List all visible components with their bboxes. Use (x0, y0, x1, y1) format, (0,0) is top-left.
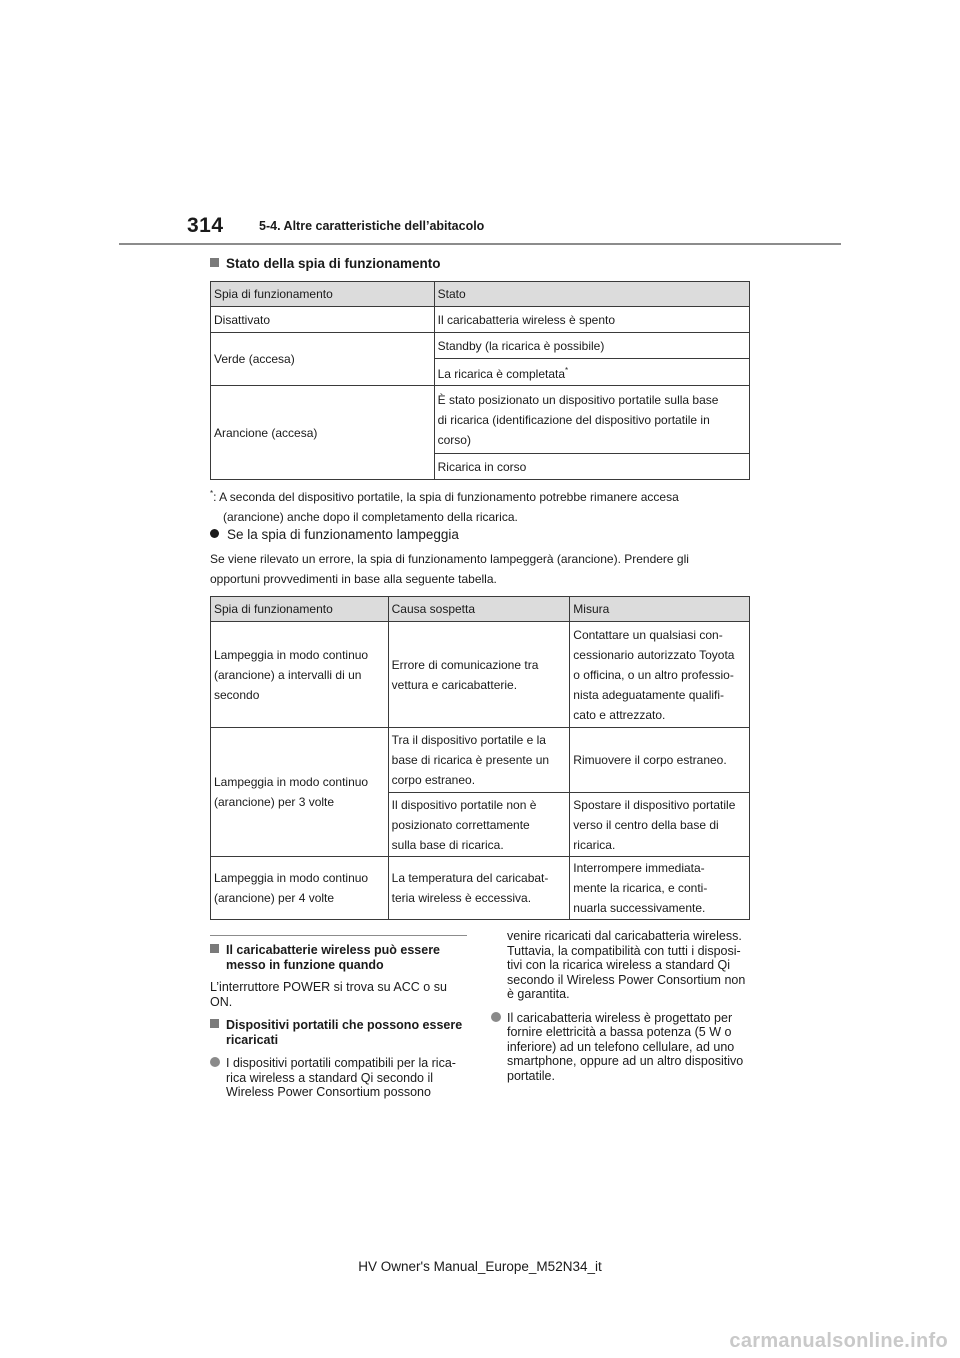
table-header-cell: Misura (570, 597, 750, 622)
section-title-status: Stato della spia di funzionamento (210, 256, 441, 271)
subheading: Il caricabatterie wireless può essere messo in funzione quando (210, 943, 468, 972)
column-divider (210, 935, 467, 936)
footnote: *: A seconda del dispositivo portatile, la spia di funzionamento potrebbe rimanere accesa (arancione) anche dopo il completamento della ricarica. (210, 489, 679, 524)
paragraph: L’interruttore POWER si trova su ACC o su ON. (210, 980, 447, 1009)
table-cell: Contattare un qualsiasi con- cessionario autorizzato Toyota o officina, o un altro professio- nista adeguatamente qualifi- cato e attrezzato. (570, 622, 750, 728)
intro-paragraph: Se viene rilevato un errore, la spia di funzionamento lampeggerà (arancione). Prendere gli opportuni provvedimenti in base alla seguente tabella. (210, 552, 689, 586)
header-divider (119, 243, 841, 245)
table-cell: Lampeggia in modo continuo (arancione) a intervalli di un secondo (211, 622, 389, 728)
table-cell: La temperatura del caricabat- teria wireless è eccessiva. (388, 857, 570, 920)
section-title-blinking: Se la spia di funzionamento lampeggia (210, 527, 459, 542)
table-cell: Ricarica in corso (434, 454, 749, 480)
table-cell: Arancione (accesa) (211, 386, 435, 480)
table-cell: Rimuovere il corpo estraneo. (570, 728, 750, 793)
table-cell: Lampeggia in modo continuo (arancione) per 4 volte (211, 857, 389, 920)
table-cell: Tra il dispositivo portatile e la base di ricarica è presente un corpo estraneo. (388, 728, 570, 793)
table-cell: Errore di comunicazione tra vettura e caricabatterie. (388, 622, 570, 728)
page-number: 314 (187, 214, 224, 237)
square-bullet-icon (210, 944, 219, 953)
table-row (211, 857, 750, 920)
table-header-cell: Causa sospetta (388, 597, 570, 622)
table-cell: Interrompere immediata- mente la ricarica, e conti- nuarla successivamente. (570, 857, 750, 920)
table-cell: La ricarica è completata* (434, 359, 749, 386)
table-row (211, 622, 750, 728)
blinking-table (210, 596, 750, 920)
table-header-cell: Spia di funzionamento (211, 597, 389, 622)
round-bullet-icon (210, 1057, 220, 1067)
left-column (210, 943, 468, 1100)
table-header-row (211, 282, 750, 307)
round-bullet-icon (210, 529, 219, 538)
table-cell: Il caricabatteria wireless è spento (434, 307, 749, 333)
table-header-cell: Spia di funzionamento (211, 282, 435, 307)
table-cell: Lampeggia in modo continuo (arancione) per 3 volte (211, 728, 389, 857)
square-bullet-icon (210, 258, 219, 267)
table-cell: Il dispositivo portatile non è posizionato correttamente sulla base di ricarica. (388, 793, 570, 857)
square-bullet-icon (210, 1019, 219, 1028)
right-column (491, 929, 750, 1083)
paragraph: venire ricaricati dal caricabatteria wireless. Tuttavia, la compatibilità con tutti i disposi-tivi con la ricarica wireless a standard Qi secondo il Wireless Power Consortium non è garantita. (507, 929, 746, 1001)
subheading: Dispositivi portatili che possono essere ricaricati (210, 1018, 468, 1047)
table-cell: Standby (la ricarica è possibile) (434, 333, 749, 359)
status-table (210, 281, 750, 480)
table-cell: È stato posizionato un dispositivo portatile sulla base di ricarica (identificazione del dispositivo portatile in corso) (434, 386, 749, 454)
table-row (211, 728, 750, 793)
round-bullet-icon (491, 1012, 501, 1022)
table-cell: Spostare il dispositivo portatile verso il centro della base di ricarica. (570, 793, 750, 857)
table-row (211, 307, 750, 333)
footnote-mark: * (565, 365, 569, 375)
table-header-cell: Stato (434, 282, 749, 307)
table-row (211, 386, 750, 454)
watermark: carmanualsonline.info (729, 1330, 948, 1352)
list-item: I dispositivi portatili compatibili per la rica-rica wireless a standard Qi secondo il Wireless Power Consortium possono (210, 1056, 468, 1100)
chapter-title: 5-4. Altre caratteristiche dell’abitacolo (259, 219, 485, 233)
list-item: Il caricabatteria wireless è progettato per fornire elettricità a bassa potenza (5 W o inferiore) ad un telefono cellulare, ad uno smartphone, oppure ad un altro dispositivo portatile. (491, 1011, 750, 1084)
table-row (211, 333, 750, 359)
table-header-row (211, 597, 750, 622)
table-cell: Verde (accesa) (211, 333, 435, 386)
table-cell: Disattivato (211, 307, 435, 333)
page-footer: HV Owner's Manual_Europe_M52N34_it (358, 1259, 602, 1274)
